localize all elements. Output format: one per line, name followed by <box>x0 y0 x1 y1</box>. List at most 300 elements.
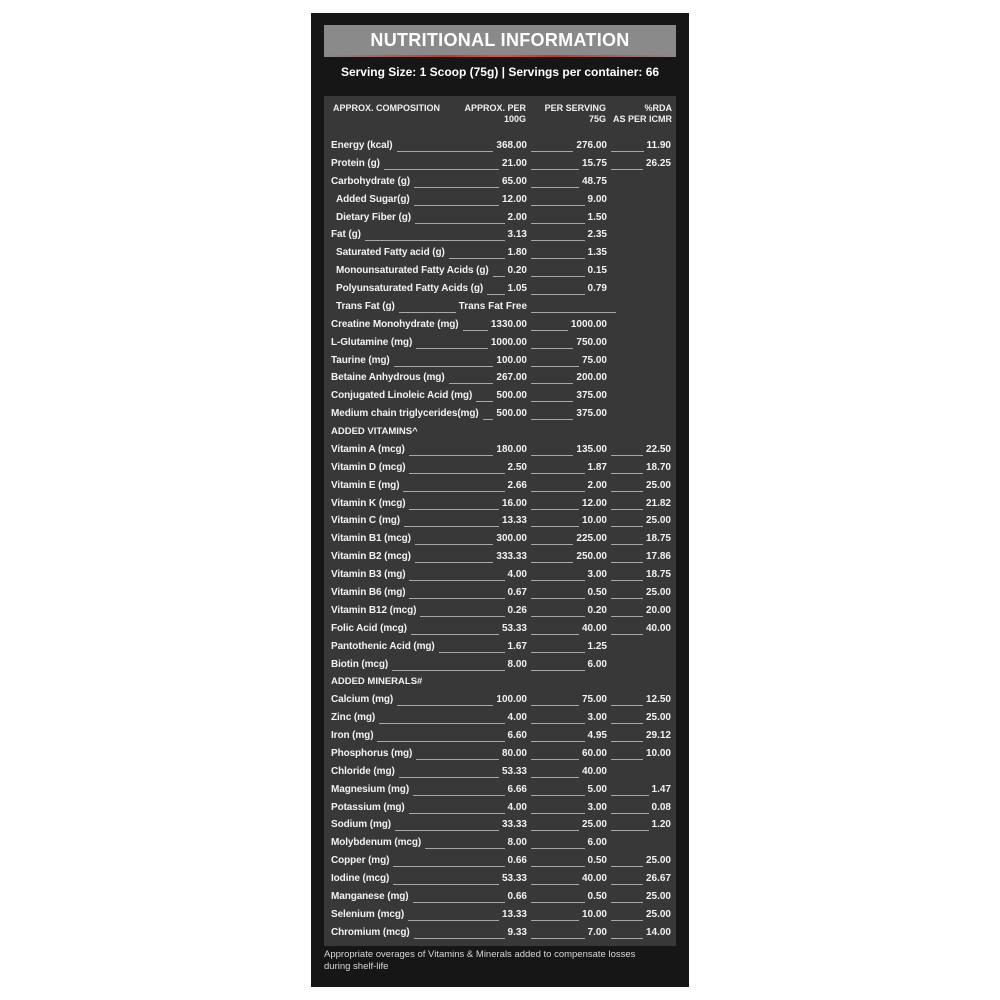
leader-line <box>531 670 585 671</box>
leader-line <box>403 491 504 492</box>
table-row <box>324 281 676 299</box>
leader-line <box>416 348 488 349</box>
value-rda: 25.00 <box>645 587 671 598</box>
leader-line <box>531 705 579 706</box>
table-row <box>324 245 676 263</box>
table-row <box>324 817 676 835</box>
value-per-100g: 4.00 <box>507 569 527 581</box>
nutrient-label: Vitamin B12 (mcg) <box>331 604 417 616</box>
value-per-100g: 500.00 <box>496 408 527 420</box>
table-row <box>324 174 676 192</box>
leader-line <box>409 580 504 581</box>
value-per-serving: 75.00 <box>581 354 607 366</box>
nutrient-label: Vitamin K (mcg) <box>331 497 406 509</box>
nutrient-label: Fat (g) <box>331 229 361 241</box>
value-rda: 18.75 <box>645 533 671 545</box>
nutrient-label: Manganese (mg) <box>331 890 409 902</box>
leader-line <box>531 348 573 349</box>
leader-line <box>531 652 585 653</box>
table-row <box>324 442 676 460</box>
leader-line <box>449 383 494 384</box>
value-per-100g: 0.66 <box>507 855 527 867</box>
header-per-100g-line1: APPROX. PER <box>464 103 526 113</box>
leader-line <box>611 491 643 492</box>
leader-line <box>531 187 579 188</box>
leader-line <box>611 151 644 152</box>
leader-line <box>611 795 649 796</box>
leader-line <box>611 580 643 581</box>
value-per-serving: 48.75 <box>581 175 607 187</box>
value-rda: 1.20 <box>651 819 671 831</box>
leader-line <box>531 562 573 563</box>
leader-line <box>409 598 504 599</box>
table-row <box>324 728 676 746</box>
leader-line <box>611 866 643 867</box>
leader-line <box>531 830 579 831</box>
value-per-100g: 180.00 <box>496 443 527 455</box>
nutrient-label: Added Sugar(g) <box>336 193 410 205</box>
value-rda: 10.00 <box>645 747 671 759</box>
table-row <box>324 299 676 317</box>
value-per-100g: 1.67 <box>507 640 527 652</box>
nutrient-label: Betaine Anhydrous (mg) <box>331 372 445 384</box>
leader-line <box>611 473 643 474</box>
leader-line <box>365 240 505 241</box>
value-per-100g: 2.66 <box>507 479 527 491</box>
value-per-100g: 267.00 <box>496 372 527 384</box>
value-rda: 1.47 <box>651 783 671 795</box>
nutrient-label: Monounsaturated Fatty Acids (g) <box>336 265 489 277</box>
table-row <box>324 710 676 728</box>
leader-line <box>414 187 499 188</box>
value-rda: 26.25 <box>645 157 671 169</box>
nutrient-label: Zinc (mg) <box>331 712 376 724</box>
table-row <box>324 800 676 818</box>
value-per-100g: 333.33 <box>496 551 527 563</box>
value-per-serving: 5.00 <box>587 783 607 795</box>
table-row <box>324 460 676 478</box>
value-rda: 25.00 <box>645 855 671 867</box>
header-composition-label: APPROX. COMPOSITION <box>333 103 441 113</box>
table-row <box>324 925 676 943</box>
leader-line <box>531 258 585 259</box>
table-row <box>324 567 676 585</box>
value-per-serving: 375.00 <box>576 408 607 420</box>
value-per-serving: 40.00 <box>581 873 607 885</box>
leader-line <box>409 509 499 510</box>
value-per-100g: 0.26 <box>507 604 527 616</box>
value-per-100g: 2.50 <box>507 461 527 473</box>
value-per-100g: 6.66 <box>507 783 527 795</box>
leader-line <box>414 205 499 206</box>
leader-line <box>611 562 643 563</box>
header-per-serving-line2: 75G <box>588 114 606 124</box>
table-row <box>324 549 676 567</box>
nutrient-label: Vitamin D (mcg) <box>331 461 406 473</box>
value-per-serving: 135.00 <box>576 443 607 455</box>
leader-line <box>611 616 643 617</box>
nutrient-label: Carbohydrate (g) <box>331 175 410 187</box>
leader-line <box>397 151 494 152</box>
leader-line <box>413 902 505 903</box>
title-accent-line <box>324 55 676 57</box>
section-heading: ADDED VITAMINS^ <box>331 426 418 438</box>
leader-line <box>611 526 643 527</box>
value-rda: 29.12 <box>645 730 671 742</box>
value-per-100g: 16.00 <box>501 497 527 509</box>
leader-line <box>531 813 585 814</box>
value-per-100g: 0.20 <box>507 265 527 277</box>
leader-line <box>531 795 585 796</box>
nutrient-label: Phosphorus (mg) <box>331 747 413 759</box>
value-per-serving: 25.00 <box>581 819 607 831</box>
leader-line <box>531 634 579 635</box>
table-row <box>324 478 676 496</box>
header-rda-line1: %RDA <box>644 103 672 113</box>
value-per-100g: 53.33 <box>501 765 527 777</box>
value-rda: 26.67 <box>645 873 671 885</box>
leader-line <box>411 634 499 635</box>
nutrition-table <box>324 96 676 946</box>
leader-line <box>415 562 494 563</box>
leader-line <box>483 419 494 420</box>
header-per-serving <box>545 103 606 125</box>
nutrient-label: Trans Fat (g) <box>336 300 395 312</box>
nutrient-label: Conjugated Linoleic Acid (mg) <box>331 390 473 402</box>
leader-line <box>531 240 585 241</box>
nutrient-label: Folic Acid (mcg) <box>331 622 407 634</box>
value-per-serving: 250.00 <box>576 551 607 563</box>
value-per-serving: 0.50 <box>587 587 607 598</box>
leader-line <box>531 866 585 867</box>
leader-line <box>531 777 579 778</box>
leader-line <box>531 848 585 849</box>
nutrient-label: Vitamin C (mg) <box>331 515 400 527</box>
table-row <box>324 746 676 764</box>
table-row <box>324 871 676 889</box>
leader-line <box>531 544 573 545</box>
nutrient-label: Dietary Fiber (g) <box>336 211 411 223</box>
value-per-100g: 3.13 <box>507 229 527 241</box>
leader-line <box>611 884 643 885</box>
table-row <box>324 621 676 639</box>
value-rda: 20.00 <box>645 604 671 616</box>
value-rda: 17.86 <box>645 551 671 563</box>
value-per-100g: 500.00 <box>496 390 527 402</box>
value-per-serving: 9.00 <box>587 193 607 205</box>
value-per-100g: 0.66 <box>507 890 527 902</box>
nutrient-label: Saturated Fatty acid (g) <box>336 247 445 259</box>
value-rda: 18.75 <box>645 569 671 581</box>
leader-line <box>531 330 568 331</box>
panel-title: NUTRITIONAL INFORMATION <box>324 25 676 55</box>
value-per-serving: 1000.00 <box>570 318 607 330</box>
leader-line <box>404 526 499 527</box>
leader-line <box>397 705 493 706</box>
nutrient-label: Taurine (mg) <box>331 354 390 366</box>
table-row <box>324 692 676 710</box>
leader-line <box>399 312 456 313</box>
leader-line <box>416 759 499 760</box>
value-per-100g: 65.00 <box>501 175 527 187</box>
leader-line <box>395 830 499 831</box>
value-rda: 11.90 <box>646 140 671 151</box>
header-composition <box>333 103 440 114</box>
table-row <box>324 227 676 245</box>
footnote: Appropriate overages of Vitamins & Minerals added to compensate losses during shelf-life <box>324 949 636 972</box>
table-row <box>324 406 676 424</box>
value-rda: 25.00 <box>645 908 671 920</box>
nutrient-label: L-Glutamine (mg) <box>331 336 413 348</box>
leader-line <box>611 741 643 742</box>
table-row <box>324 192 676 210</box>
leader-line <box>487 294 504 295</box>
table-row <box>324 138 676 156</box>
leader-line <box>611 634 643 635</box>
leader-line <box>384 169 499 170</box>
value-per-serving: 2.35 <box>587 229 607 241</box>
value-per-serving: 0.50 <box>587 855 607 867</box>
value-per-serving: 15.75 <box>581 157 607 169</box>
value-per-100g: 21.00 <box>501 157 527 169</box>
nutrient-label: Selenium (mcg) <box>331 908 405 920</box>
leader-line <box>611 544 643 545</box>
leader-line <box>611 598 643 599</box>
value-per-100g: 4.00 <box>507 801 527 813</box>
table-row <box>324 156 676 174</box>
value-per-100g: 300.00 <box>496 533 527 545</box>
value-per-100g: 8.00 <box>507 837 527 849</box>
leader-line <box>531 902 585 903</box>
leader-line <box>531 741 585 742</box>
value-per-serving: 0.15 <box>587 265 607 277</box>
leader-line <box>463 330 488 331</box>
nutrient-label: Vitamin B6 (mg) <box>331 587 406 598</box>
value-rda: 12.50 <box>645 694 671 706</box>
table-row <box>324 353 676 371</box>
value-per-serving: 0.50 <box>587 890 607 902</box>
value-per-serving: 60.00 <box>581 747 607 759</box>
leader-line <box>409 813 505 814</box>
leader-line <box>531 419 573 420</box>
value-per-100g: 100.00 <box>496 354 527 366</box>
value-per-serving: 6.00 <box>587 658 607 670</box>
leader-line <box>415 223 505 224</box>
leader-line <box>531 938 585 939</box>
leader-line <box>611 938 643 939</box>
nutrient-label: Copper (mg) <box>331 855 390 867</box>
leader-line <box>408 920 499 921</box>
value-per-100g: 1330.00 <box>490 318 527 330</box>
table-row <box>324 853 676 871</box>
value-rda: 18.70 <box>645 461 671 473</box>
value-per-100g: 9.33 <box>507 926 527 938</box>
leader-line <box>611 455 643 456</box>
value-per-serving: 200.00 <box>576 372 607 384</box>
value-per-100g: 1.05 <box>507 283 527 295</box>
value-per-100g: 53.33 <box>501 622 527 634</box>
header-per-serving-line1: PER SERVING <box>544 103 606 113</box>
leader-line <box>415 544 494 545</box>
value-per-100g: 100.00 <box>496 694 527 706</box>
nutrient-label: Vitamin E (mg) <box>331 479 400 491</box>
table-row <box>324 603 676 621</box>
leader-line <box>531 509 579 510</box>
leader-line <box>393 884 499 885</box>
table-row <box>324 210 676 228</box>
value-per-serving: 40.00 <box>581 622 607 634</box>
nutrient-label: Sodium (mg) <box>331 819 392 831</box>
leader-line <box>531 383 573 384</box>
nutrient-label: Potassium (mg) <box>331 801 405 813</box>
value-per-100g: 1.80 <box>507 247 527 259</box>
value-per-serving: 10.00 <box>581 908 607 920</box>
value-per-serving: 375.00 <box>576 390 607 402</box>
value-per-serving: 1.50 <box>587 211 607 223</box>
value-per-serving: 75.00 <box>581 694 607 706</box>
leader-line <box>399 777 499 778</box>
value-rda: 40.00 <box>645 622 671 634</box>
value-rda: 0.08 <box>651 801 671 813</box>
leader-line <box>531 920 579 921</box>
value-per-serving: 276.00 <box>576 140 607 151</box>
leader-line <box>531 759 579 760</box>
value-per-serving: 1.35 <box>587 247 607 259</box>
leader-line <box>394 366 494 367</box>
value-per-serving: 225.00 <box>576 533 607 545</box>
leader-line <box>531 884 579 885</box>
nutrient-label: Vitamin B2 (mcg) <box>331 551 411 563</box>
leader-line <box>611 509 643 510</box>
value-per-serving: 40.00 <box>581 765 607 777</box>
value-per-100g: Trans Fat Free <box>458 300 527 312</box>
leader-line <box>531 723 585 724</box>
leader-line <box>476 401 493 402</box>
leader-line <box>377 741 504 742</box>
value-rda: 25.00 <box>645 479 671 491</box>
leader-line <box>439 652 505 653</box>
value-per-serving: 750.00 <box>576 336 607 348</box>
value-per-serving: 6.00 <box>587 837 607 849</box>
table-row <box>324 513 676 531</box>
table-row <box>324 889 676 907</box>
leader-line <box>531 473 585 474</box>
nutrient-label: Vitamin B1 (mcg) <box>331 533 411 545</box>
nutrition-panel <box>311 13 689 987</box>
table-row <box>324 764 676 782</box>
value-per-100g: 368.00 <box>496 140 527 151</box>
value-per-100g: 13.33 <box>501 908 527 920</box>
nutrient-label: Pantothenic Acid (mg) <box>331 640 435 652</box>
value-per-100g: 33.33 <box>501 819 527 831</box>
nutrient-label: Iodine (mcg) <box>331 873 390 885</box>
value-per-serving: 1.87 <box>587 461 607 473</box>
leader-line <box>531 366 579 367</box>
leader-line <box>393 866 504 867</box>
leader-line <box>531 294 585 295</box>
value-rda: 14.00 <box>645 926 671 938</box>
leader-line <box>392 670 504 671</box>
value-per-serving: 7.00 <box>587 926 607 938</box>
nutrient-label: Vitamin B3 (mg) <box>331 569 406 581</box>
leader-line <box>611 902 643 903</box>
value-per-100g: 8.00 <box>507 658 527 670</box>
value-per-100g: 4.00 <box>507 712 527 724</box>
nutrient-label: Molybdenum (mcg) <box>331 837 422 849</box>
nutrient-label: Protein (g) <box>331 157 380 169</box>
nutrient-label: Medium chain triglycerides(mg) <box>331 408 479 420</box>
value-rda: 25.00 <box>645 515 671 527</box>
header-rda <box>613 103 672 125</box>
value-per-100g: 12.00 <box>501 193 527 205</box>
value-per-100g: 0.67 <box>507 587 527 598</box>
nutrient-label: Chloride (mg) <box>331 765 395 777</box>
value-rda: 25.00 <box>645 712 671 724</box>
nutrient-label: Vitamin A (mcg) <box>331 443 405 455</box>
nutrient-label: Polyunsaturated Fatty Acids (g) <box>336 283 484 295</box>
leader-line <box>531 151 573 152</box>
leader-line <box>531 598 585 599</box>
leader-line <box>531 276 585 277</box>
table-row <box>324 335 676 353</box>
leader-line <box>449 258 505 259</box>
value-per-serving: 3.00 <box>587 569 607 581</box>
nutrient-label: Chromium (mcg) <box>331 926 410 938</box>
leader-line <box>531 526 579 527</box>
leader-line <box>425 848 504 849</box>
header-per-100g <box>464 103 526 125</box>
value-rda: 25.00 <box>645 890 671 902</box>
value-per-serving: 3.00 <box>587 801 607 813</box>
leader-line <box>531 580 585 581</box>
value-per-100g: 53.33 <box>501 873 527 885</box>
leader-line <box>414 938 505 939</box>
leader-line <box>611 813 649 814</box>
leader-line <box>531 223 585 224</box>
table-row <box>324 263 676 281</box>
value-per-100g: 6.60 <box>507 730 527 742</box>
leader-line <box>379 723 504 724</box>
leader-line <box>611 920 643 921</box>
value-per-serving: 4.95 <box>587 730 607 742</box>
leader-line <box>611 705 643 706</box>
serving-info: Serving Size: 1 Scoop (75g) | Servings per container: 66 <box>340 65 660 79</box>
leader-line <box>531 491 585 492</box>
value-rda: 22.50 <box>645 443 671 455</box>
value-per-serving: 0.79 <box>587 283 607 295</box>
value-per-serving: 12.00 <box>581 497 607 509</box>
table-row <box>324 907 676 925</box>
leader-line <box>420 616 504 617</box>
table-row <box>324 782 676 800</box>
leader-line <box>611 830 649 831</box>
value-per-serving: 10.00 <box>581 515 607 527</box>
value-per-serving: 3.00 <box>587 712 607 724</box>
leader-line <box>531 169 579 170</box>
value-per-100g: 2.00 <box>507 211 527 223</box>
table-row <box>324 531 676 549</box>
header-rda-line2: AS PER ICMR <box>612 114 672 124</box>
nutrient-label: Iron (mg) <box>331 730 374 742</box>
value-per-serving: 0.20 <box>587 604 607 616</box>
table-row <box>324 496 676 514</box>
nutrient-label: Magnesium (mg) <box>331 783 410 795</box>
table-row <box>324 388 676 406</box>
table-row <box>324 835 676 853</box>
nutrient-label: Energy (kcal) <box>331 140 393 151</box>
table-row <box>324 639 676 657</box>
leader-line <box>531 205 585 206</box>
